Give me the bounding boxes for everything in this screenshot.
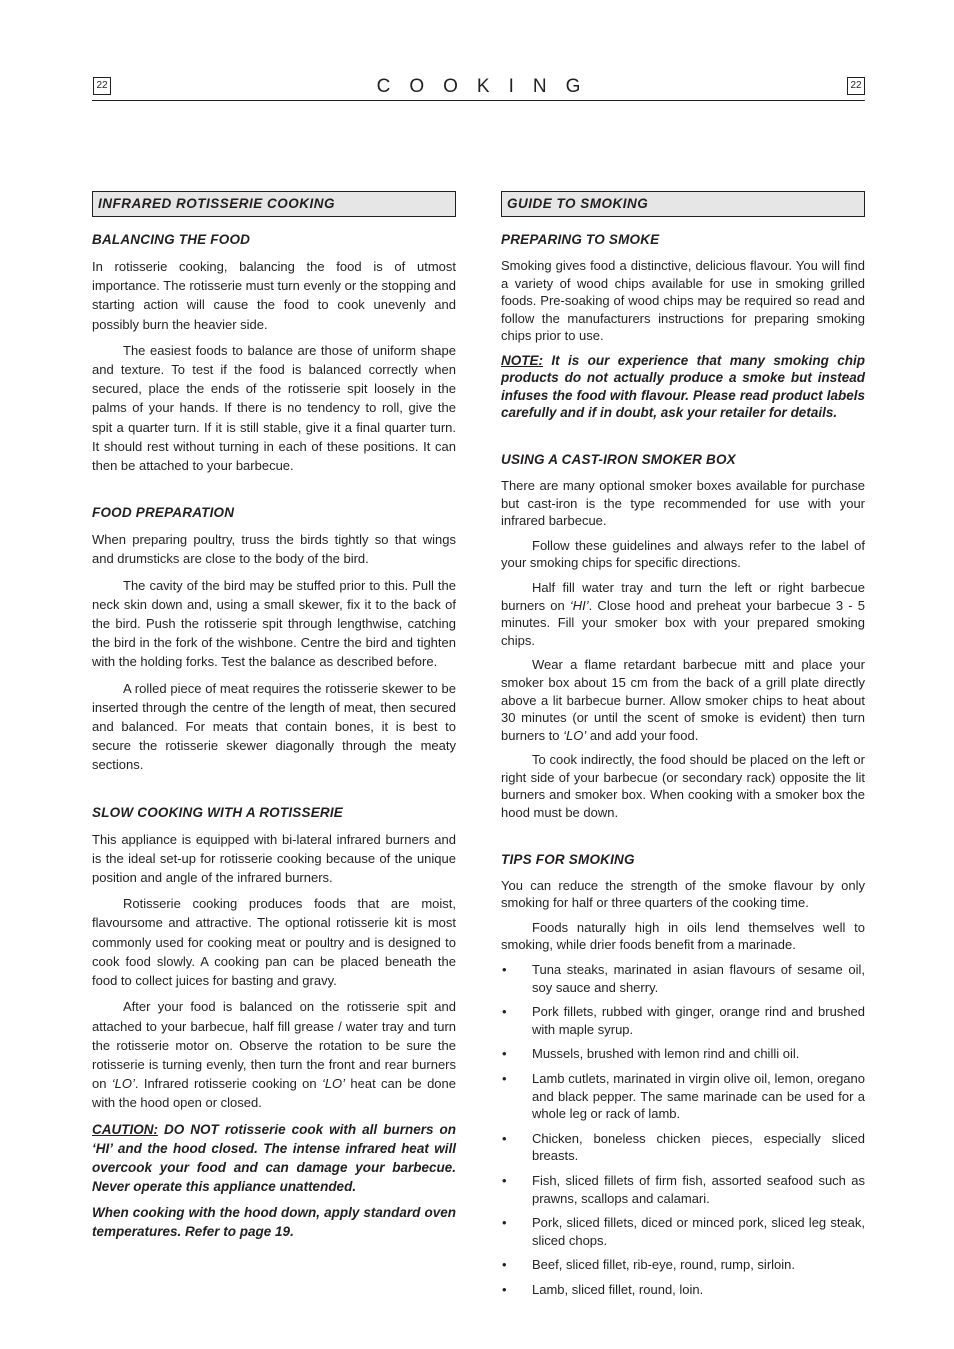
paragraph: The easiest foods to balance are those of uniform shape and texture. To test if the food is balanced correctly when secured, place the ends of the rotisserie spit loosely in the palms of your hands. If there is no tendency to roll, give the spit a quarter turn. If it is still stable, give it a final quarter turn. It should rest without turning in each of these positions. It can then be attached to your barbecue.	[92, 342, 456, 474]
heading-cast-iron-smoker-box: USING A CAST-IRON SMOKER BOX	[501, 451, 736, 467]
list-item: • Lamb, sliced fillet, round, loin.	[502, 1281, 704, 1297]
paragraph: You can reduce the strength of the smoke flavour by only smoking for half or three quarters of the cooking time.	[501, 877, 865, 911]
list-item: • Chicken, boneless chicken pieces, especially sliced breasts.	[502, 1130, 865, 1164]
heading-preparing-to-smoke: PREPARING TO SMOKE	[501, 232, 660, 247]
bullet-icon: •	[502, 1046, 507, 1062]
paragraph: After your food is balanced on the rotisserie spit and attached to your barbecue, half fill grease / water tray and turn the rotisserie motor on. Observe the rotation to be sure the rotisserie is turning evenly, then turn the front and rear burners on ‘LO’. Infrared rotisserie cooking on ‘LO’ heat can be done with the hood open or closed.	[92, 999, 456, 1111]
section-title: COOKING	[376, 76, 600, 97]
bullet-icon: •	[502, 1172, 507, 1188]
bullet-icon: •	[502, 1071, 507, 1086]
heading-tips-for-smoking: TIPS FOR SMOKING	[501, 851, 635, 867]
note-label: NOTE:	[501, 352, 543, 368]
section-box-rotisserie: INFRARED ROTISSERIE COOKING	[92, 191, 456, 217]
paragraph: In rotisserie cooking, balancing the food is of utmost importance. The rotisserie must turn evenly or the stopping and starting action will cause the food to cook unevenly and possibly burn the heavier side.	[92, 259, 456, 332]
bullet-icon: •	[502, 1257, 507, 1273]
paragraph: A rolled piece of meat requires the rotisserie skewer to be inserted through the centre of the length of meat, then secured and balanced. For meats that contain bones, it is best to secure the rotisserie skewer diagonally through the meaty sections.	[92, 680, 456, 773]
page-header	[92, 77, 865, 101]
paragraph: Foods naturally high in oils lend themselves well to smoking, while drier foods benefit from a marinade.	[501, 919, 865, 953]
list-item: • Fish, sliced fillets of firm fish, assorted seafood such as prawns, scallops and calamari.	[502, 1172, 865, 1206]
heading-food-preparation: FOOD PREPARATION	[92, 505, 235, 521]
paragraph: Rotisserie cooking produces foods that are moist, flavoursome and attractive. The optional rotisserie kit is most commonly used for cooking meat or poultry and is designed to cook food slowly. A cooking pan can be placed beneath the food to collect juices for basting and gravy.	[92, 896, 456, 989]
page-number-right: 22	[847, 77, 865, 95]
left-column	[92, 191, 456, 1248]
paragraph: Follow these guidelines and always refer to the label of your smoking chips for specific directions.	[501, 537, 865, 571]
list-item: • Lamb cutlets, marinated in virgin olive oil, lemon, oregano and black pepper. The same marinade can be used for a whole leg or rack of lamb.	[502, 1071, 865, 1122]
heading-balancing: BALANCING THE FOOD	[92, 232, 251, 247]
bullet-icon: •	[502, 1281, 507, 1297]
section-box-smoking: GUIDE TO SMOKING	[501, 191, 865, 217]
bullet-icon: •	[502, 962, 507, 978]
right-column	[501, 191, 865, 1306]
list-item: • Tuna steaks, marinated in asian flavours of sesame oil, soy sauce and sherry.	[502, 962, 865, 995]
page-number-left: 22	[93, 77, 111, 95]
list-item: • Pork, sliced fillets, diced or minced pork, sliced leg steak, sliced chops.	[502, 1215, 865, 1248]
smoking-tips-list	[501, 961, 865, 1299]
paragraph: Half fill water tray and turn the left or right barbecue burners on ‘HI’. Close hood and preheat your barbecue 3 - 5 minutes. Fill your smoker box with your prepared smoking chips.	[501, 579, 865, 648]
smoking-note: NOTE: It is our experience that many smoking chip products do not actually produce a smoke but instead infuses the food with flavour. Please read product labels carefully and if in doubt, ask your retailer for details.	[501, 352, 865, 421]
list-item: • Pork fillets, rubbed with ginger, orange rind and brushed with maple syrup.	[502, 1004, 865, 1037]
caution-label: CAUTION:	[92, 1121, 158, 1137]
paragraph: When preparing poultry, truss the birds tightly so that wings and drumsticks are close to the body of the bird.	[92, 532, 456, 567]
bullet-icon: •	[502, 1215, 507, 1231]
bullet-icon: •	[502, 1004, 507, 1020]
heading-slow-cooking: SLOW COOKING WITH A ROTISSERIE	[92, 804, 343, 820]
paragraph: Smoking gives food a distinctive, delicious flavour. You will find a variety of wood chips available for use in smoking grilled foods. Pre-soaking of wood chips may be required so read and follow the manufacturers instructions for preparing smoking chips prior to use.	[501, 258, 865, 344]
list-item: • Mussels, brushed with lemon rind and chilli oil.	[502, 1046, 800, 1062]
bullet-icon: •	[502, 1130, 507, 1146]
paragraph: There are many optional smoker boxes available for purchase but cast-iron is the type recommended for use with your infrared barbecue.	[501, 477, 865, 529]
paragraph: This appliance is equipped with bi-lateral infrared burners and is the ideal set-up for rotisserie cooking because of the unique position and angle of the infrared burners.	[92, 831, 456, 886]
hood-note: When cooking with the hood down, apply standard oven temperatures. Refer to page 19.	[92, 1204, 456, 1239]
caution-note: CAUTION: DO NOT rotisserie cook with all burners on ‘HI’ and the hood closed. The intense infrared heat will overcook your food and can damage your barbecue. Never operate this appliance unattended.	[92, 1121, 456, 1194]
paragraph: Wear a flame retardant barbecue mitt and place your smoker box about 15 cm from the back of a grill plate directly above a lit barbecue burner. Allow smoker chips to heat about 30 minutes (or until the scent of smoke is evident) then turn burners to ‘LO’ and add your food.	[501, 657, 865, 743]
paragraph: To cook indirectly, the food should be placed on the left or right side of your barbecue (or secondary rack) opposite the lit burners and smoker box. When cooking with a smoker box the hood must be down.	[501, 752, 865, 821]
list-item: • Beef, sliced fillet, rib-eye, round, rump, sirloin.	[502, 1257, 795, 1273]
paragraph: The cavity of the bird may be stuffed prior to this. Pull the neck skin down and, using a small skewer, fix it to the back of the bird. Push the rotisserie spit through lengthwise, catching the bird in the fork of the wishbone. Centre the bird and tighten with the holding forks. Test the balance as described before.	[92, 577, 456, 670]
